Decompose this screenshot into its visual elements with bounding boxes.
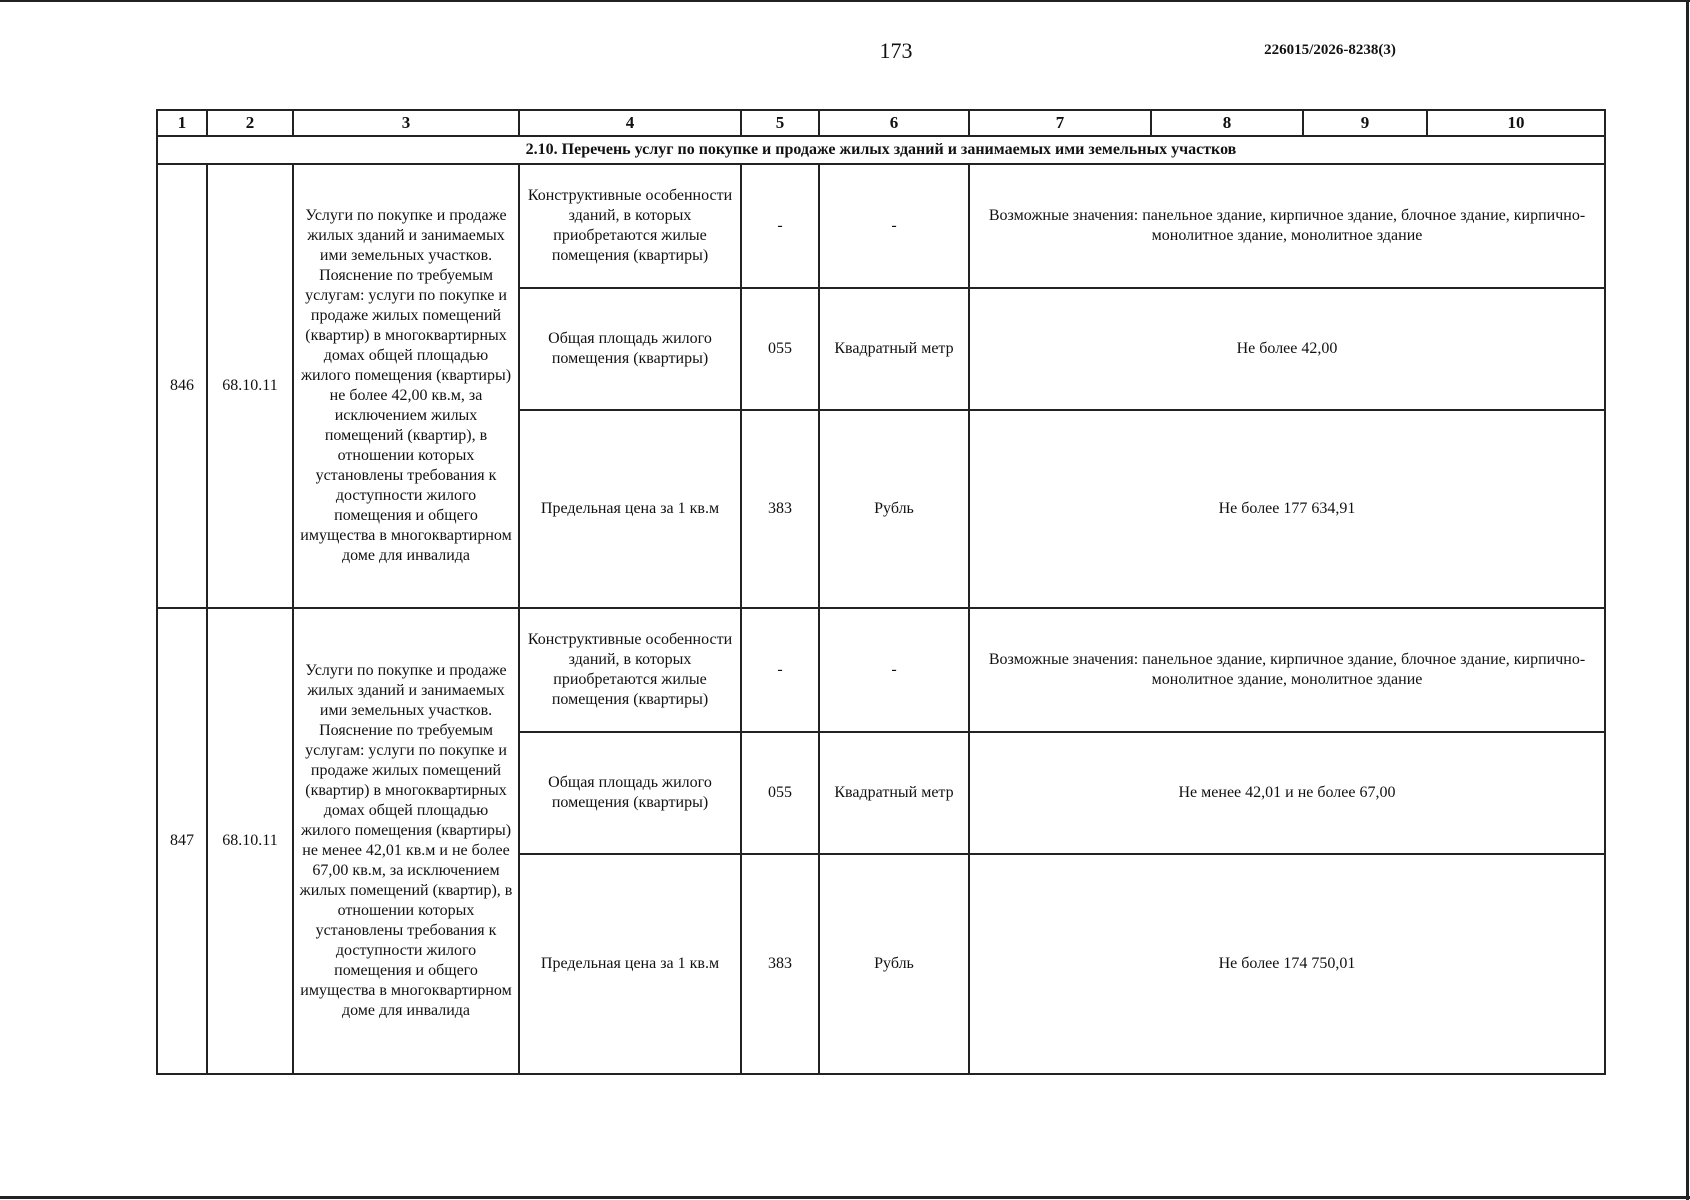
characteristic-name: Предельная цена за 1 кв.м (519, 410, 741, 608)
characteristic-value: Возможные значения: панельное здание, кирпичное здание, блочное здание, кирпично-монолитное здание, монолитное здание (969, 608, 1605, 732)
characteristic-name: Общая площадь жилого помещения (квартиры) (519, 288, 741, 410)
characteristic-value: Не менее 42,01 и не более 67,00 (969, 732, 1605, 854)
unit-name: Рубль (819, 854, 969, 1074)
service-description: Услуги по покупке и продаже жилых зданий и занимаемых ими земельных участков. Пояснение по требуемым услугам: услуги по покупке и продаже жилых помещений (квартир) в многоквартирных домах общей площадью жилого помещения (квартиры) не более 42,00 кв.м, за исключением жилых помещений (квартир), в отношении которых установлены требования к доступности жилого помещения и общего имущества в многоквартирном доме для инвалида (293, 164, 519, 608)
characteristic-value: Не более 174 750,01 (969, 854, 1605, 1074)
column-number: 6 (819, 110, 969, 136)
row-code: 68.10.11 (207, 608, 293, 1074)
column-number: 9 (1303, 110, 1427, 136)
table-row (157, 164, 1605, 288)
row-number: 846 (157, 164, 207, 608)
okei-code: - (741, 164, 819, 288)
column-number: 7 (969, 110, 1151, 136)
characteristic-value: Возможные значения: панельное здание, кирпичное здание, блочное здание, кирпично-монолитное здание, монолитное здание (969, 164, 1605, 288)
unit-name: Рубль (819, 410, 969, 608)
row-number: 847 (157, 608, 207, 1074)
column-number: 2 (207, 110, 293, 136)
okei-code: 055 (741, 288, 819, 410)
characteristic-name: Общая площадь жилого помещения (квартиры) (519, 732, 741, 854)
row-code: 68.10.11 (207, 164, 293, 608)
characteristic-name: Предельная цена за 1 кв.м (519, 854, 741, 1074)
characteristic-name: Конструктивные особенности зданий, в которых приобретаются жилые помещения (квартиры) (519, 608, 741, 732)
page-right-border (1686, 0, 1689, 1200)
okei-code: 383 (741, 410, 819, 608)
characteristic-value: Не более 42,00 (969, 288, 1605, 410)
page-number: 173 (879, 38, 913, 63)
column-number: 10 (1427, 110, 1605, 136)
service-description: Услуги по покупке и продаже жилых зданий и занимаемых ими земельных участков. Пояснение по требуемым услугам: услуги по покупке и продаже жилых помещений (квартир) в многоквартирных домах общей площадью жилого помещения (квартиры) не менее 42,01 кв.м и не более 67,00 кв.м, за исключением жилых помещений (квартир), в отношении которых установлены требования к доступности жилого помещения и общего имущества в многоквартирном доме для инвалида (293, 608, 519, 1074)
okei-code: 055 (741, 732, 819, 854)
okei-code: - (741, 608, 819, 732)
okei-code: 383 (741, 854, 819, 1074)
unit-name: - (819, 608, 969, 732)
unit-name: Квадратный метр (819, 732, 969, 854)
section-title: 2.10. Перечень услуг по покупке и продаже жилых зданий и занимаемых ими земельных участков (157, 136, 1605, 164)
services-table (156, 109, 1606, 1075)
table-row (157, 608, 1605, 732)
column-number-row (157, 110, 1605, 136)
unit-name: - (819, 164, 969, 288)
document-id: 226015/2026-8238(3) (1264, 42, 1396, 58)
column-number: 5 (741, 110, 819, 136)
column-number: 8 (1151, 110, 1303, 136)
page-top-border (0, 0, 1690, 2)
column-number: 3 (293, 110, 519, 136)
column-number: 4 (519, 110, 741, 136)
characteristic-name: Конструктивные особенности зданий, в которых приобретаются жилые помещения (квартиры) (519, 164, 741, 288)
unit-name: Квадратный метр (819, 288, 969, 410)
page-bottom-border (0, 1196, 1690, 1199)
characteristic-value: Не более 177 634,91 (969, 410, 1605, 608)
column-number: 1 (157, 110, 207, 136)
section-title-row (157, 136, 1605, 164)
